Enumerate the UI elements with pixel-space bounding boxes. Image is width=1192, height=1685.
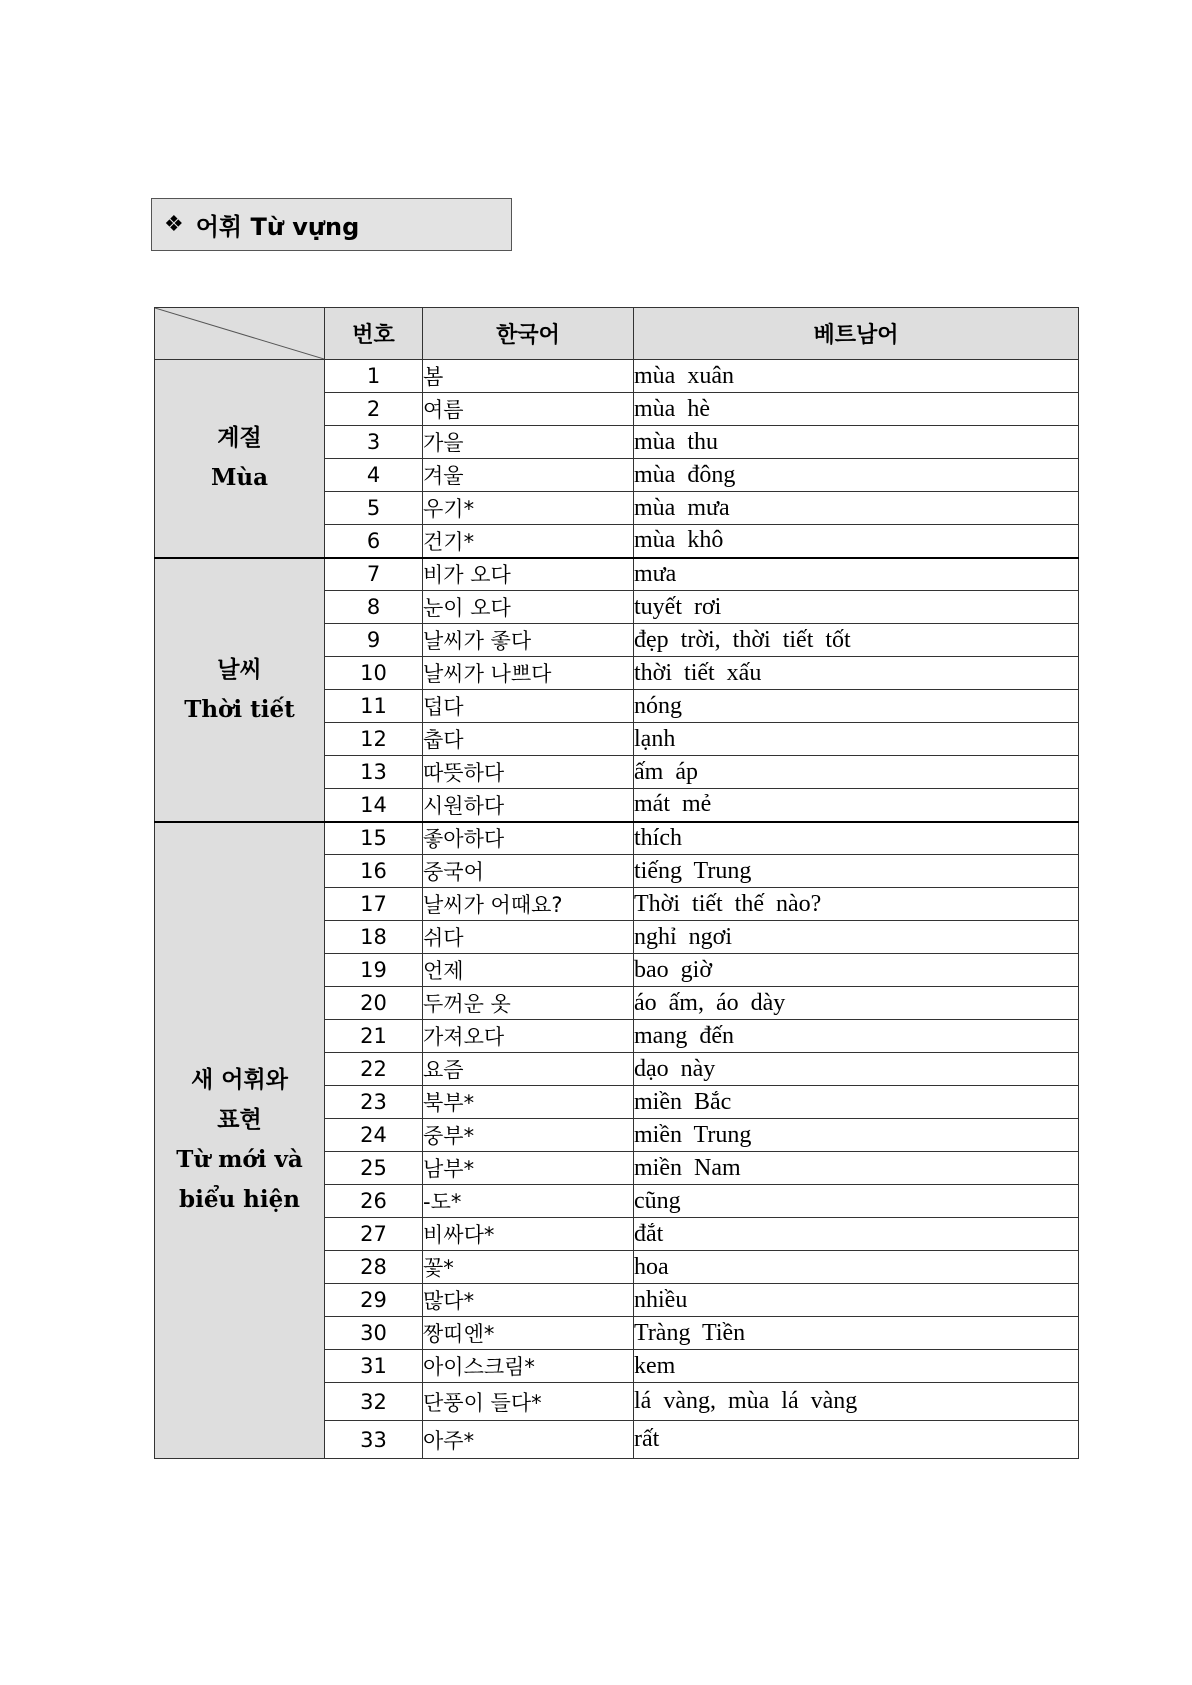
vietnamese-word: mùa xuân <box>634 360 1079 393</box>
header-korean: 한국어 <box>423 308 634 360</box>
korean-word: 중부* <box>423 1119 634 1152</box>
row-number: 26 <box>325 1185 423 1218</box>
vietnamese-word: nóng <box>634 690 1079 723</box>
korean-word: 가져오다 <box>423 1020 634 1053</box>
vietnamese-word: mùa hè <box>634 393 1079 426</box>
korean-word: 단풍이 들다* <box>423 1383 634 1421</box>
table-row <box>155 558 1079 591</box>
row-number: 14 <box>325 789 423 822</box>
vietnamese-word: miền Nam <box>634 1152 1079 1185</box>
korean-word: 아주* <box>423 1421 634 1459</box>
vietnamese-word: đắt <box>634 1218 1079 1251</box>
vietnamese-word: dạo này <box>634 1053 1079 1086</box>
vietnamese-word: lạnh <box>634 723 1079 756</box>
row-number: 3 <box>325 426 423 459</box>
row-number: 20 <box>325 987 423 1020</box>
korean-word: 북부* <box>423 1086 634 1119</box>
vietnamese-word: mưa <box>634 558 1079 591</box>
vietnamese-word: nhiều <box>634 1284 1079 1317</box>
korean-word: 두꺼운 옷 <box>423 987 634 1020</box>
row-number: 11 <box>325 690 423 723</box>
vietnamese-word: tuyết rơi <box>634 591 1079 624</box>
vietnamese-word: bao giờ <box>634 954 1079 987</box>
korean-word: 시원하다 <box>423 789 634 822</box>
vietnamese-word: mùa thu <box>634 426 1079 459</box>
korean-word: 봄 <box>423 360 634 393</box>
korean-word: 건기* <box>423 525 634 558</box>
korean-word: 날씨가 어때요? <box>423 888 634 921</box>
diamond-bullet-icon: ❖ <box>164 212 184 237</box>
korean-word: 여름 <box>423 393 634 426</box>
korean-word: 비싸다* <box>423 1218 634 1251</box>
table-row <box>155 360 1079 393</box>
row-number: 9 <box>325 624 423 657</box>
header-number: 번호 <box>325 308 423 360</box>
korean-word: 짱띠엔* <box>423 1317 634 1350</box>
vietnamese-word: áo ấm, áo dày <box>634 987 1079 1020</box>
row-number: 5 <box>325 492 423 525</box>
group-label-new-words <box>155 822 325 1459</box>
vietnamese-word: rất <box>634 1421 1079 1459</box>
row-number: 27 <box>325 1218 423 1251</box>
vocabulary-table <box>154 307 1079 1459</box>
table-header-row <box>155 308 1079 360</box>
diagonal-line <box>155 308 324 359</box>
vietnamese-word: miền Bắc <box>634 1086 1079 1119</box>
row-number: 6 <box>325 525 423 558</box>
korean-word: 춥다 <box>423 723 634 756</box>
row-number: 15 <box>325 822 423 855</box>
row-number: 31 <box>325 1350 423 1383</box>
korean-word: 남부* <box>423 1152 634 1185</box>
group-title-vi: Thời tiết <box>184 695 295 723</box>
row-number: 4 <box>325 459 423 492</box>
korean-word: 덥다 <box>423 690 634 723</box>
vietnamese-word: cũng <box>634 1185 1079 1218</box>
row-number: 13 <box>325 756 423 789</box>
group-title-vi-line1: Từ mới và <box>176 1146 303 1174</box>
korean-word: 가을 <box>423 426 634 459</box>
korean-word: 아이스크림* <box>423 1350 634 1383</box>
vietnamese-word: nghỉ ngơi <box>634 921 1079 954</box>
korean-word: 비가 오다 <box>423 558 634 591</box>
corner-cell <box>155 308 325 360</box>
vietnamese-word: ấm áp <box>634 756 1079 789</box>
korean-word: 눈이 오다 <box>423 591 634 624</box>
korean-word: 우기* <box>423 492 634 525</box>
group-title-ko: 계절 <box>217 425 262 452</box>
vietnamese-word: tiếng Trung <box>634 855 1079 888</box>
vietnamese-word: Tràng Tiền <box>634 1317 1079 1350</box>
vietnamese-word: thích <box>634 822 1079 855</box>
group-title-ko-line1: 새 어휘와 <box>191 1067 288 1094</box>
table-row <box>155 822 1079 855</box>
row-number: 18 <box>325 921 423 954</box>
korean-word: 좋아하다 <box>423 822 634 855</box>
vietnamese-word: Thời tiết thế nào? <box>634 888 1079 921</box>
section-heading <box>151 198 512 251</box>
row-number: 29 <box>325 1284 423 1317</box>
korean-word: 쉬다 <box>423 921 634 954</box>
vietnamese-word: mát mẻ <box>634 789 1079 822</box>
row-number: 2 <box>325 393 423 426</box>
row-number: 12 <box>325 723 423 756</box>
row-number: 16 <box>325 855 423 888</box>
vietnamese-word: đẹp trời, thời tiết tốt <box>634 624 1079 657</box>
group-title-ko: 날씨 <box>217 656 262 683</box>
group-label-season <box>155 360 325 558</box>
row-number: 10 <box>325 657 423 690</box>
row-number: 19 <box>325 954 423 987</box>
korean-word: 날씨가 좋다 <box>423 624 634 657</box>
korean-word: 언제 <box>423 954 634 987</box>
row-number: 17 <box>325 888 423 921</box>
row-number: 30 <box>325 1317 423 1350</box>
row-number: 21 <box>325 1020 423 1053</box>
vietnamese-word: mùa khô <box>634 525 1079 558</box>
vietnamese-word: lá vàng, mùa lá vàng <box>634 1383 1079 1421</box>
group-title-vi-line2: biểu hiện <box>179 1186 300 1214</box>
row-number: 24 <box>325 1119 423 1152</box>
vietnamese-word: thời tiết xấu <box>634 657 1079 690</box>
vietnamese-word: kem <box>634 1350 1079 1383</box>
row-number: 33 <box>325 1421 423 1459</box>
group-title-vi: Mùa <box>210 464 269 492</box>
korean-word: 날씨가 나쁘다 <box>423 657 634 690</box>
korean-word: 많다* <box>423 1284 634 1317</box>
korean-word: 겨울 <box>423 459 634 492</box>
row-number: 28 <box>325 1251 423 1284</box>
korean-word: 요즘 <box>423 1053 634 1086</box>
header-vietnamese: 베트남어 <box>634 308 1079 360</box>
vietnamese-word: mùa mưa <box>634 492 1079 525</box>
vietnamese-word: hoa <box>634 1251 1079 1284</box>
row-number: 7 <box>325 558 423 591</box>
korean-word: 꽃* <box>423 1251 634 1284</box>
vietnamese-word: mang đến <box>634 1020 1079 1053</box>
row-number: 25 <box>325 1152 423 1185</box>
row-number: 22 <box>325 1053 423 1086</box>
row-number: 23 <box>325 1086 423 1119</box>
row-number: 32 <box>325 1383 423 1421</box>
korean-word: 중국어 <box>423 855 634 888</box>
vietnamese-word: mùa đông <box>634 459 1079 492</box>
vietnamese-word: miền Trung <box>634 1119 1079 1152</box>
korean-word: -도* <box>423 1185 634 1218</box>
row-number: 1 <box>325 360 423 393</box>
section-title: 어휘 Từ vựng <box>195 213 360 241</box>
korean-word: 따뜻하다 <box>423 756 634 789</box>
group-title-ko-line2: 표현 <box>217 1107 262 1134</box>
group-label-weather <box>155 558 325 822</box>
row-number: 8 <box>325 591 423 624</box>
